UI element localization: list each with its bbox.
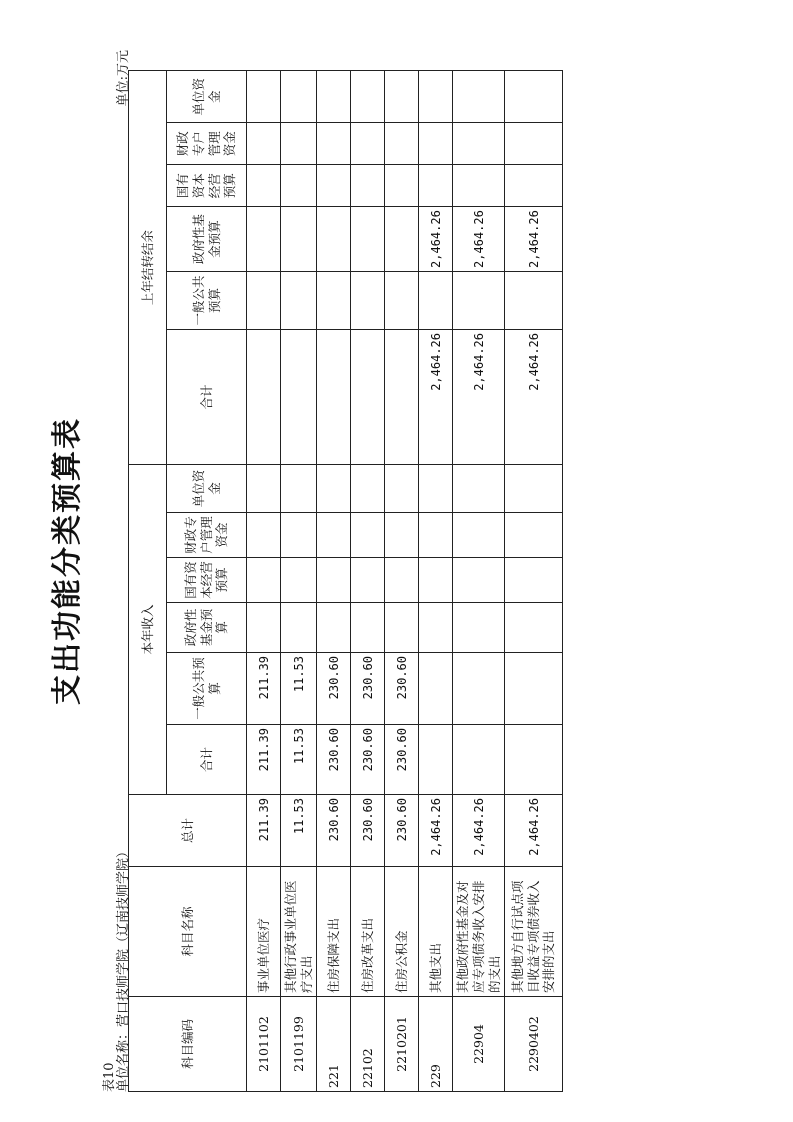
- table-number: 表10: [102, 1062, 117, 1092]
- cell-cur-unit: [351, 465, 385, 513]
- cell-carry-unit: [505, 71, 563, 123]
- cell-cur-general: [505, 653, 563, 725]
- cell-cur-general: 230.60: [317, 653, 351, 725]
- cell-carry-state: [281, 165, 317, 207]
- cell-total: 211.39: [247, 795, 281, 867]
- cell-cur-unit: [385, 465, 419, 513]
- header-name: 科目名称: [129, 867, 247, 997]
- cell-carry-fund: [317, 207, 351, 272]
- cell-carry-fund: 2,464.26: [505, 207, 563, 272]
- cell-carry-special: [505, 123, 563, 165]
- cell-carry-fund: 2,464.26: [453, 207, 505, 272]
- cell-cur-special: [247, 513, 281, 558]
- header-current-income: 本年收入: [129, 465, 167, 795]
- cell-carry-state: [247, 165, 281, 207]
- cell-name: 事业单位医疗: [247, 867, 281, 997]
- cell-carry-general: [317, 272, 351, 330]
- cell-carry-general: [247, 272, 281, 330]
- table-row: [351, 71, 385, 1092]
- cell-cur-sum: [505, 725, 563, 795]
- cell-cur-special: [419, 513, 453, 558]
- table-row: [247, 71, 281, 1092]
- cell-total: 2,464.26: [453, 795, 505, 867]
- cell-cur-unit: [419, 465, 453, 513]
- cell-total: 2,464.26: [419, 795, 453, 867]
- cell-cur-state: [281, 558, 317, 603]
- header-carry-special: 财政专户管理资金: [167, 123, 247, 165]
- cell-cur-sum: [419, 725, 453, 795]
- cell-carry-unit: [453, 71, 505, 123]
- cell-cur-general: 11.53: [281, 653, 317, 725]
- cell-total: 230.60: [317, 795, 351, 867]
- cell-name: 其他支出: [419, 867, 453, 997]
- cell-carry-state: [317, 165, 351, 207]
- cell-cur-general: [419, 653, 453, 725]
- cell-code: 2290402: [505, 997, 563, 1092]
- cell-cur-sum: [453, 725, 505, 795]
- cell-carry-unit: [281, 71, 317, 123]
- table-row: [281, 71, 317, 1092]
- cell-total: 2,464.26: [505, 795, 563, 867]
- cell-cur-sum: 230.60: [351, 725, 385, 795]
- header-carry-sum: 合计: [167, 330, 247, 465]
- cell-carry-state: [453, 165, 505, 207]
- cell-carry-fund: [247, 207, 281, 272]
- cell-cur-special: [317, 513, 351, 558]
- header-cur-special: 财政专户管理资金: [167, 513, 247, 558]
- cell-name: 住房公积金: [385, 867, 419, 997]
- cell-cur-sum: 211.39: [247, 725, 281, 795]
- cell-name: 住房保障支出: [317, 867, 351, 997]
- table-row: [505, 71, 563, 1092]
- cell-cur-state: [453, 558, 505, 603]
- cell-name: 其他地方自行试点项目收益专项债券收入安排的支出: [505, 867, 563, 997]
- cell-carry-unit: [385, 71, 419, 123]
- cell-cur-fund: [419, 603, 453, 653]
- cell-cur-state: [385, 558, 419, 603]
- cell-carry-sum: [247, 330, 281, 465]
- header-cur-unit: 单位资金: [167, 465, 247, 513]
- cell-cur-special: [351, 513, 385, 558]
- cell-cur-unit: [247, 465, 281, 513]
- cell-carry-unit: [351, 71, 385, 123]
- cell-cur-fund: [505, 603, 563, 653]
- table-row: [419, 71, 453, 1092]
- cell-carry-general: [281, 272, 317, 330]
- header-cur-general: 一般公共预算: [167, 653, 247, 725]
- table-row: [317, 71, 351, 1092]
- budget-table: [128, 70, 563, 1092]
- currency-unit: 单位:万元: [116, 50, 131, 107]
- cell-cur-fund: [281, 603, 317, 653]
- cell-total: 230.60: [385, 795, 419, 867]
- cell-cur-special: [505, 513, 563, 558]
- cell-name: 住房改革支出: [351, 867, 385, 997]
- cell-carry-fund: [385, 207, 419, 272]
- cell-cur-state: [247, 558, 281, 603]
- cell-code: 2101102: [247, 997, 281, 1092]
- header-carry-general: 一般公共预算: [167, 272, 247, 330]
- cell-carry-special: [419, 123, 453, 165]
- cell-cur-sum: 230.60: [317, 725, 351, 795]
- cell-cur-fund: [247, 603, 281, 653]
- cell-name: 其他政府性基金及对应专项债务收入安排的支出: [453, 867, 505, 997]
- cell-carry-unit: [419, 71, 453, 123]
- cell-carry-general: [351, 272, 385, 330]
- cell-code: 22102: [351, 997, 385, 1092]
- cell-carry-general: [453, 272, 505, 330]
- cell-cur-unit: [505, 465, 563, 513]
- cell-carry-state: [351, 165, 385, 207]
- cell-total: 230.60: [351, 795, 385, 867]
- cell-carry-state: [505, 165, 563, 207]
- header-carry-unit: 单位资金: [167, 71, 247, 123]
- cell-cur-unit: [453, 465, 505, 513]
- header-carryover: 上年结转结余: [129, 71, 167, 465]
- cell-cur-general: [453, 653, 505, 725]
- cell-carry-special: [453, 123, 505, 165]
- cell-carry-unit: [247, 71, 281, 123]
- cell-carry-state: [419, 165, 453, 207]
- cell-cur-special: [385, 513, 419, 558]
- cell-carry-fund: [281, 207, 317, 272]
- header-carry-fund: 政府性基金预算: [167, 207, 247, 272]
- cell-carry-special: [317, 123, 351, 165]
- cell-total: 11.53: [281, 795, 317, 867]
- cell-code: 229: [419, 997, 453, 1092]
- cell-carry-sum: 2,464.26: [505, 330, 563, 465]
- header-carry-state: 国有资本经营预算: [167, 165, 247, 207]
- cell-carry-general: [419, 272, 453, 330]
- page-title: 支出功能分类预算表: [50, 417, 85, 705]
- header-code: 科目编码: [129, 997, 247, 1092]
- header-cur-sum: 合计: [167, 725, 247, 795]
- unit-name: 单位名称：营口技师学院（辽南技师学院）: [116, 844, 131, 1092]
- cell-carry-sum: 2,464.26: [453, 330, 505, 465]
- cell-code: 2101199: [281, 997, 317, 1092]
- cell-carry-special: [247, 123, 281, 165]
- table-body: [247, 71, 563, 1092]
- cell-carry-sum: [385, 330, 419, 465]
- cell-code: 221: [317, 997, 351, 1092]
- cell-cur-fund: [317, 603, 351, 653]
- cell-cur-general: 230.60: [385, 653, 419, 725]
- cell-cur-sum: 11.53: [281, 725, 317, 795]
- cell-cur-state: [505, 558, 563, 603]
- cell-carry-special: [351, 123, 385, 165]
- cell-carry-general: [385, 272, 419, 330]
- cell-carry-sum: [281, 330, 317, 465]
- cell-carry-state: [385, 165, 419, 207]
- cell-code: 2210201: [385, 997, 419, 1092]
- cell-cur-sum: 230.60: [385, 725, 419, 795]
- cell-carry-fund: 2,464.26: [419, 207, 453, 272]
- cell-carry-sum: [351, 330, 385, 465]
- cell-cur-special: [281, 513, 317, 558]
- cell-cur-unit: [281, 465, 317, 513]
- cell-carry-special: [385, 123, 419, 165]
- cell-carry-sum: 2,464.26: [419, 330, 453, 465]
- header-cur-fund: 政府性基金预算: [167, 603, 247, 653]
- header-total: 总计: [129, 795, 247, 867]
- cell-carry-sum: [317, 330, 351, 465]
- cell-cur-fund: [453, 603, 505, 653]
- cell-cur-general: 230.60: [351, 653, 385, 725]
- cell-name: 其他行政事业单位医疗支出: [281, 867, 317, 997]
- cell-cur-fund: [385, 603, 419, 653]
- cell-carry-special: [281, 123, 317, 165]
- cell-cur-unit: [317, 465, 351, 513]
- header-cur-state: 国有资本经营预算: [167, 558, 247, 603]
- cell-cur-state: [351, 558, 385, 603]
- table-row: [385, 71, 419, 1092]
- cell-carry-unit: [317, 71, 351, 123]
- cell-code: 22904: [453, 997, 505, 1092]
- cell-cur-fund: [351, 603, 385, 653]
- cell-cur-special: [453, 513, 505, 558]
- cell-carry-general: [505, 272, 563, 330]
- cell-cur-state: [317, 558, 351, 603]
- table-row: [453, 71, 505, 1092]
- cell-carry-fund: [351, 207, 385, 272]
- cell-cur-general: 211.39: [247, 653, 281, 725]
- cell-cur-state: [419, 558, 453, 603]
